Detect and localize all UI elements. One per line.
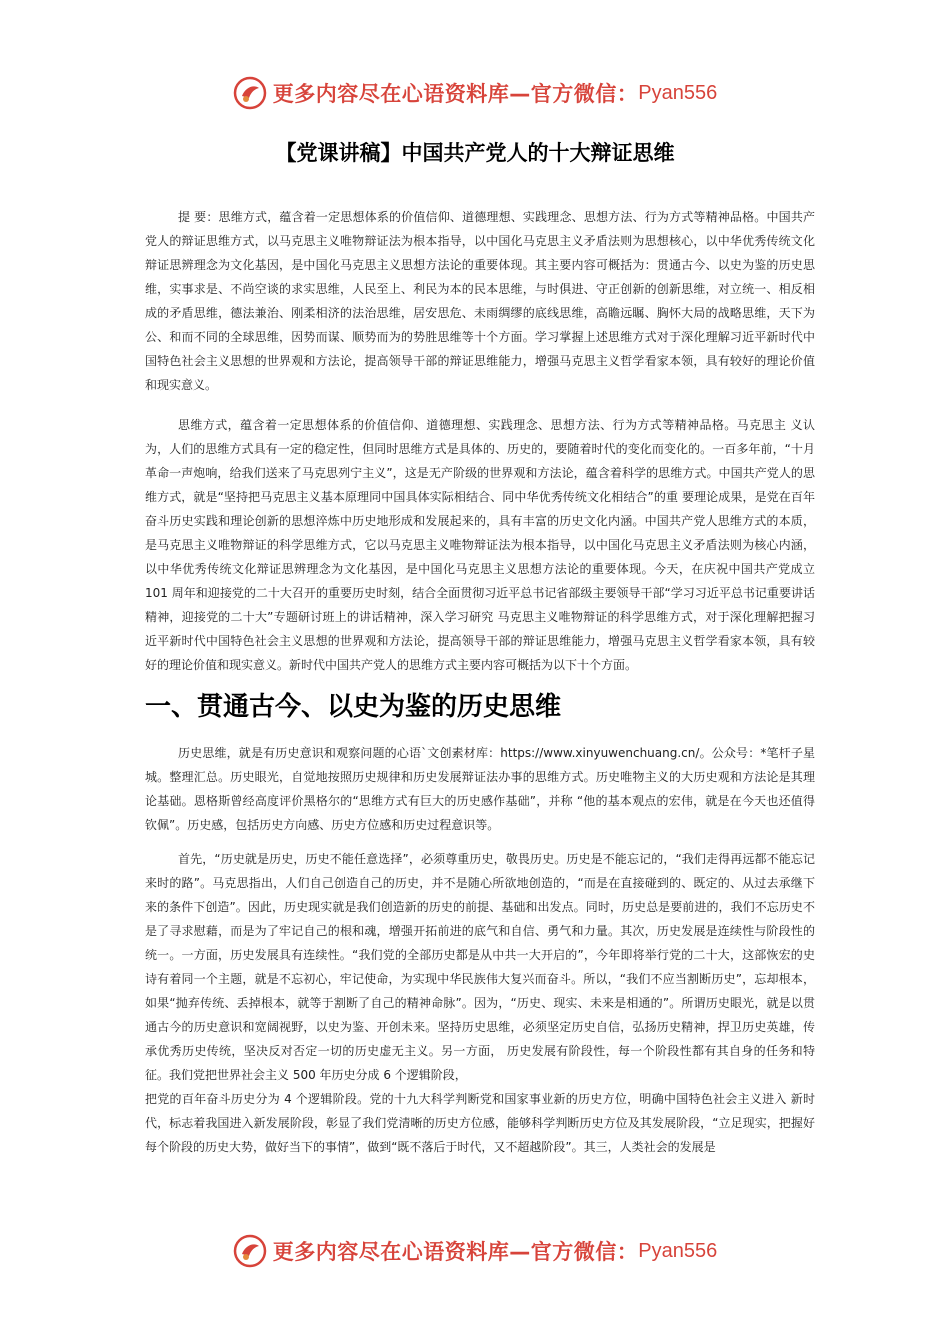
abstract-paragraph: 提 要：思维方式，蕴含着一定思想体系的价值信仰、道德理想、实践理念、思想方法、行为方式等精神品格。中国共产党人的辩证思维方式，以马克思主义唯物辩证法为根本指导，以中国化马克思主义矛盾法则为思想核心，以中华优秀传统文化辩证思辨理念为文化基因，是中国化马克思主义思想方法论的重要体现。其主要内容可概括为：贯通古今、以史为鉴的历史思维，实事求是、不尚空谈的求实思维，人民至上、利民为本的民本思维，与时俱进、守正创新的创新思维，对立统一、相反相成的矛盾思维，德法兼治、刚柔相济的法治思维，居安思危、未雨绸缪的底线思维，高瞻远瞩、胸怀大局的战略思维，天下为公、和而不同的全球思维，因势而谋、顺势而为的势胜思维等十个方面。学习掌握上述思维方式对于深化理解习近平新时代中国特色社会主义思想的世界观和方法论，提高领导干部的辩证思维能力，增强马克思主义哲学看家本领，具有较好的理论价值和现实意义。 <box>145 210 815 392</box>
document-body <box>145 205 815 1169</box>
section-paragraph: 首先，“历史就是历史，历史不能任意选择”，必须尊重历史，敬畏历史。历史是不能忘记的，“我们走得再远都不能忘记来时的路”。马克思指出，人们自己创造自己的历史，并不是随心所欲地创造的，“而是在直接碰到的、既定的、从过去承继下来的条件下创造”。因此，历史现实就是我们创造新的历史的前提、基础和出发点。同时，历史总是要前进的，我们不忘历史不是了寻求慰藉，而是为了牢记自己的根和魂，增强开拓前进的底气和自信、勇气和力量。其次，历史发展是连续性与阶段性的统一。一方面，历史发展具有连续性。“我们党的全部历史都是从中共一大开启的”，今年即将举行党的二十大，这部恢宏的史诗有着同一个主题，就是不忘初心，牢记使命，为实现中华民族伟大复兴而奋斗。所以，“我们不应当割断历史”，忘却根本，如果“抛弃传统、丢掉根本，就等于割断了自己的精神命脉”。因为，“历史、现实、未来是相通的”。所谓历史眼光，就是以贯通古今的历史意识和宽阔视野，以史为鉴、开创未来。坚持历史思维，必须坚定历史自信，弘扬历史精神，捍卫历史英雄，传承优秀历史传统，坚决反对否定一切的历史虚无主义。另一方面， 历史发展有阶段性，每一个阶段性都有其自身的任务和特征。我们党把世界社会主义 500 年历史分成 6 个逻辑阶段， <box>145 852 815 1082</box>
wechat-id: Pyan556 <box>638 81 718 104</box>
banner-text: 更多内容尽在心语资料库—官方微信： <box>272 82 639 106</box>
hand-logo-icon <box>233 76 267 110</box>
wechat-id: Pyan556 <box>638 1239 718 1262</box>
hand-logo-icon <box>233 1234 267 1268</box>
section-heading: 一、贯通古今、以史为鉴的历史思维 <box>145 692 562 722</box>
banner-text: 更多内容尽在心语资料库—官方微信： <box>272 1240 639 1264</box>
intro-paragraph: 思维方式，蕴含着一定思想体系的价值信仰、道德理想、实践理念、思想方法、行为方式等精神品格。马克思主 义认为，人们的思维方式具有一定的稳定性，但同时思维方式是具体的、历史的，要随着时代的变化而变化的。一百多年前，“十月革命一声炮响，给我们送来了马克思列宁主义”，这是无产阶级的世界观和方法论，蕴含着科学的思维方式。中国共产党人的思维方式，就是“坚持把马克思主义基本原理同中国具体实际相结合、同中华优秀传统文化相结合”的重 要理论成果，是党在百年奋斗历史实践和理论创新的思想淬炼中历史地形成和发展起来的，具有丰富的历史文化内涵。中国共产党人思维方式的本质，是马克思主义唯物辩证的科学思维方式，它以马克思主义唯物辩证法为根本指导，以中国化马克思主义矛盾法则为核心内涵，以中华优秀传统文化辩证思辨理念为文化基因，是中国化马克思主义思想方法论的重要体现。今天，在庆祝中国共产党成立 101 周年和迎接党的二十大召开的重要历史时刻，结合全面贯彻习近平总书记省部级主要领导干部“学习习近平总书记重要讲话精神，迎接党的二十大”专题研讨班上的讲话精神，深入学习研究 马克思主义唯物辩证的科学思维方式，对于深化理解把握习近平新时代中国特色社会主义思想的世界观和方法论，提高领导干部的辩证思维能力，增强马克思主义哲学看家本领，具有较好的理论价值和现实意义。新时代中国共产党人的思维方式主要内容可概括为以下十个方面。 <box>145 418 815 672</box>
section-paragraph: 把党的百年奋斗历史分为 4 个逻辑阶段。党的十九大科学判断党和国家事业新的历史方位，明确中国特色社会主义进入 新时代，标志着我国进入新发展阶段，彰显了我们党清晰的历史方位感，能够科学判断历史方位及其发展阶段，“立足现实，把握好每个阶段的历史大势，做好当下的事情”，做到“既不落后于时代，又不超越阶段”。其三，人类社会的发展是 <box>145 1092 815 1154</box>
section-paragraph: 历史思维，就是有历史意识和观察问题的心语`文创素材库：https://www.xinyuwenchuang.cn/。公众号：*笔杆子星城。整理汇总。历史眼光，自觉地按照历史规律和历史发展辩证法办事的思维方式。历史唯物主义的大历史观和方法论是其理论基础。恩格斯曾经高度评价黑格尔的“思维方式有巨大的历史感作基础”，并称 “他的基本观点的宏伟，就是在今天也还值得钦佩”。历史感，包括历史方向感、历史方位感和历史过程意识等。 <box>145 746 815 832</box>
document-title: 【党课讲稿】中国共产党人的十大辩证思维 <box>275 141 675 165</box>
header-banner <box>0 68 950 118</box>
footer-banner <box>0 1226 950 1276</box>
